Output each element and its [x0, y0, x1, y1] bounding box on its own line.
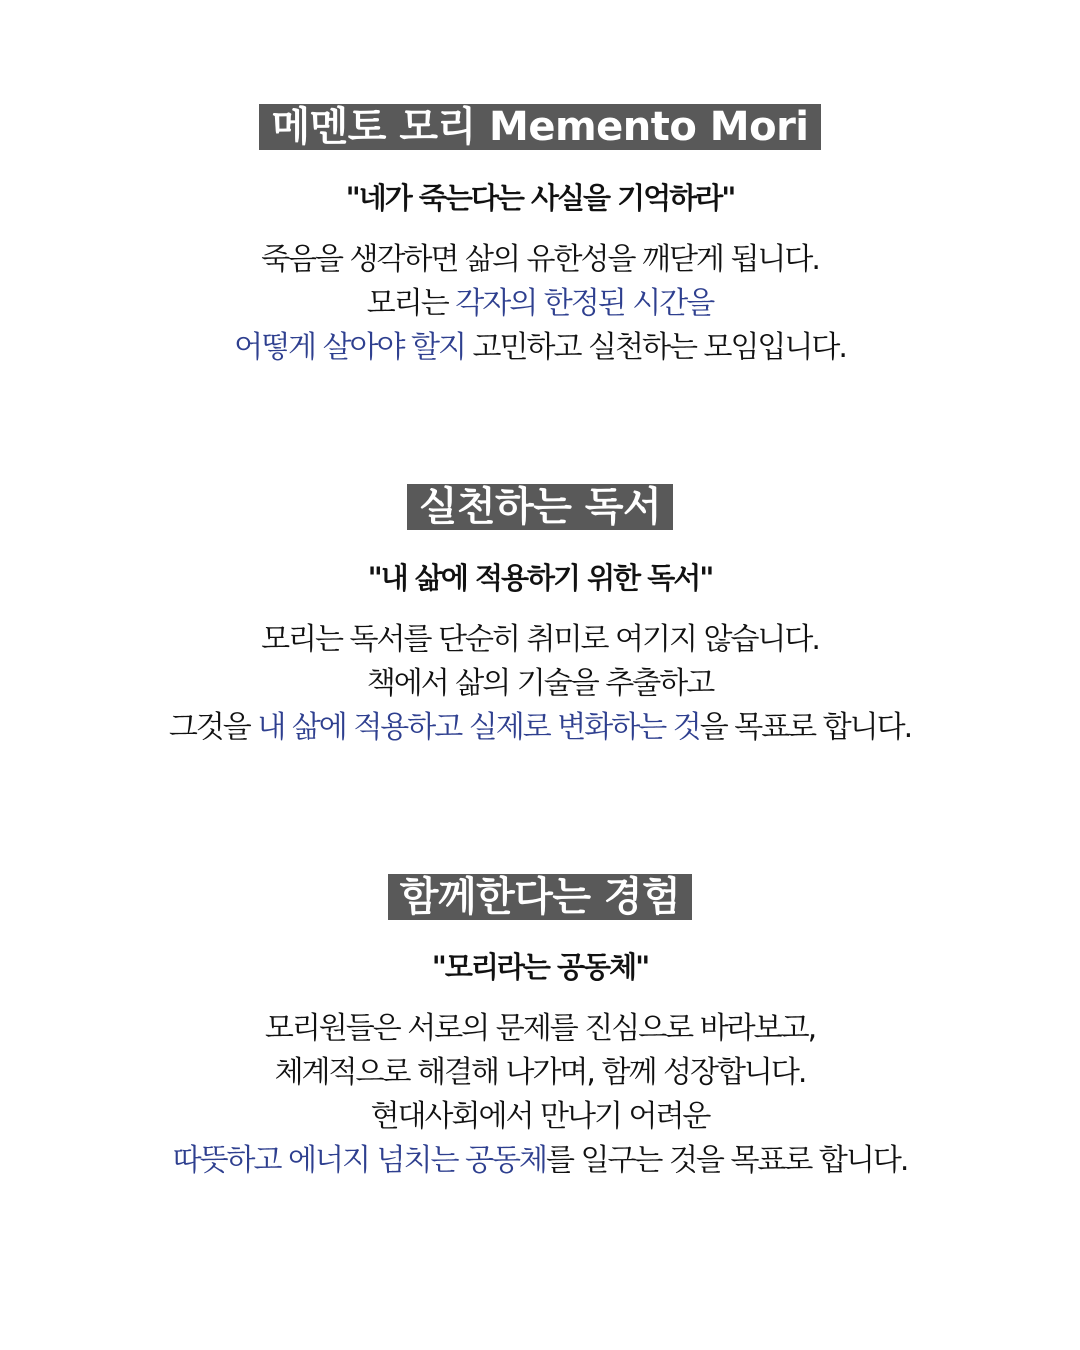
section-memento-mori — [0, 104, 1080, 370]
section-body — [0, 618, 1080, 750]
body-line — [0, 1007, 1080, 1051]
section-body — [0, 1007, 1080, 1183]
body-line — [0, 282, 1080, 326]
section-heading: 실천하는 독서 — [407, 484, 673, 530]
body-text: 죽음을 생각하면 삶의 유한성을 깨닫게 됩니다. — [261, 242, 819, 277]
body-line — [0, 706, 1080, 750]
highlighted-text: 따뜻하고 에너지 넘치는 공동체 — [172, 1143, 546, 1178]
highlighted-text: 각자의 한정된 시간을 — [455, 286, 714, 321]
body-text: 모리는 독서를 단순히 취미로 여기지 않습니다. — [261, 622, 819, 657]
body-line — [0, 1051, 1080, 1095]
body-line — [0, 326, 1080, 370]
body-line — [0, 618, 1080, 662]
body-text: 그것을 — [168, 710, 258, 745]
body-text: 현대사회에서 만나기 어려운 — [370, 1099, 710, 1134]
body-line — [0, 1095, 1080, 1139]
body-text: 체계적으로 해결해 나가며, 함께 성장합니다. — [274, 1055, 806, 1090]
section-body — [0, 238, 1080, 370]
section-heading: 함께한다는 경험 — [388, 874, 692, 920]
section-quote: "내 삶에 적용하기 위한 독서" — [367, 561, 713, 595]
body-text: 모리원들은 서로의 문제를 진심으로 바라보고, — [264, 1011, 816, 1046]
highlighted-text: 어떻게 살아야 할지 — [234, 330, 466, 365]
section-heading: 메멘토 모리 Memento Mori — [259, 104, 820, 150]
body-text: 책에서 삶의 기술을 추출하고 — [366, 666, 714, 701]
section-quote: "모리라는 공동체" — [431, 950, 649, 984]
section-community — [0, 874, 1080, 1183]
body-text: 을 목표로 합니다. — [699, 710, 912, 745]
body-line — [0, 662, 1080, 706]
body-text: 모리는 — [366, 286, 456, 321]
body-line — [0, 238, 1080, 282]
body-text: 를 일구는 것을 목표로 합니다. — [545, 1143, 908, 1178]
highlighted-text: 내 삶에 적용하고 실제로 변화하는 것 — [257, 710, 700, 745]
section-quote: "네가 죽는다는 사실을 기억하라" — [345, 181, 735, 215]
body-text: 고민하고 실천하는 모임입니다. — [465, 330, 846, 365]
section-practical-reading — [0, 484, 1080, 750]
body-line — [0, 1139, 1080, 1183]
